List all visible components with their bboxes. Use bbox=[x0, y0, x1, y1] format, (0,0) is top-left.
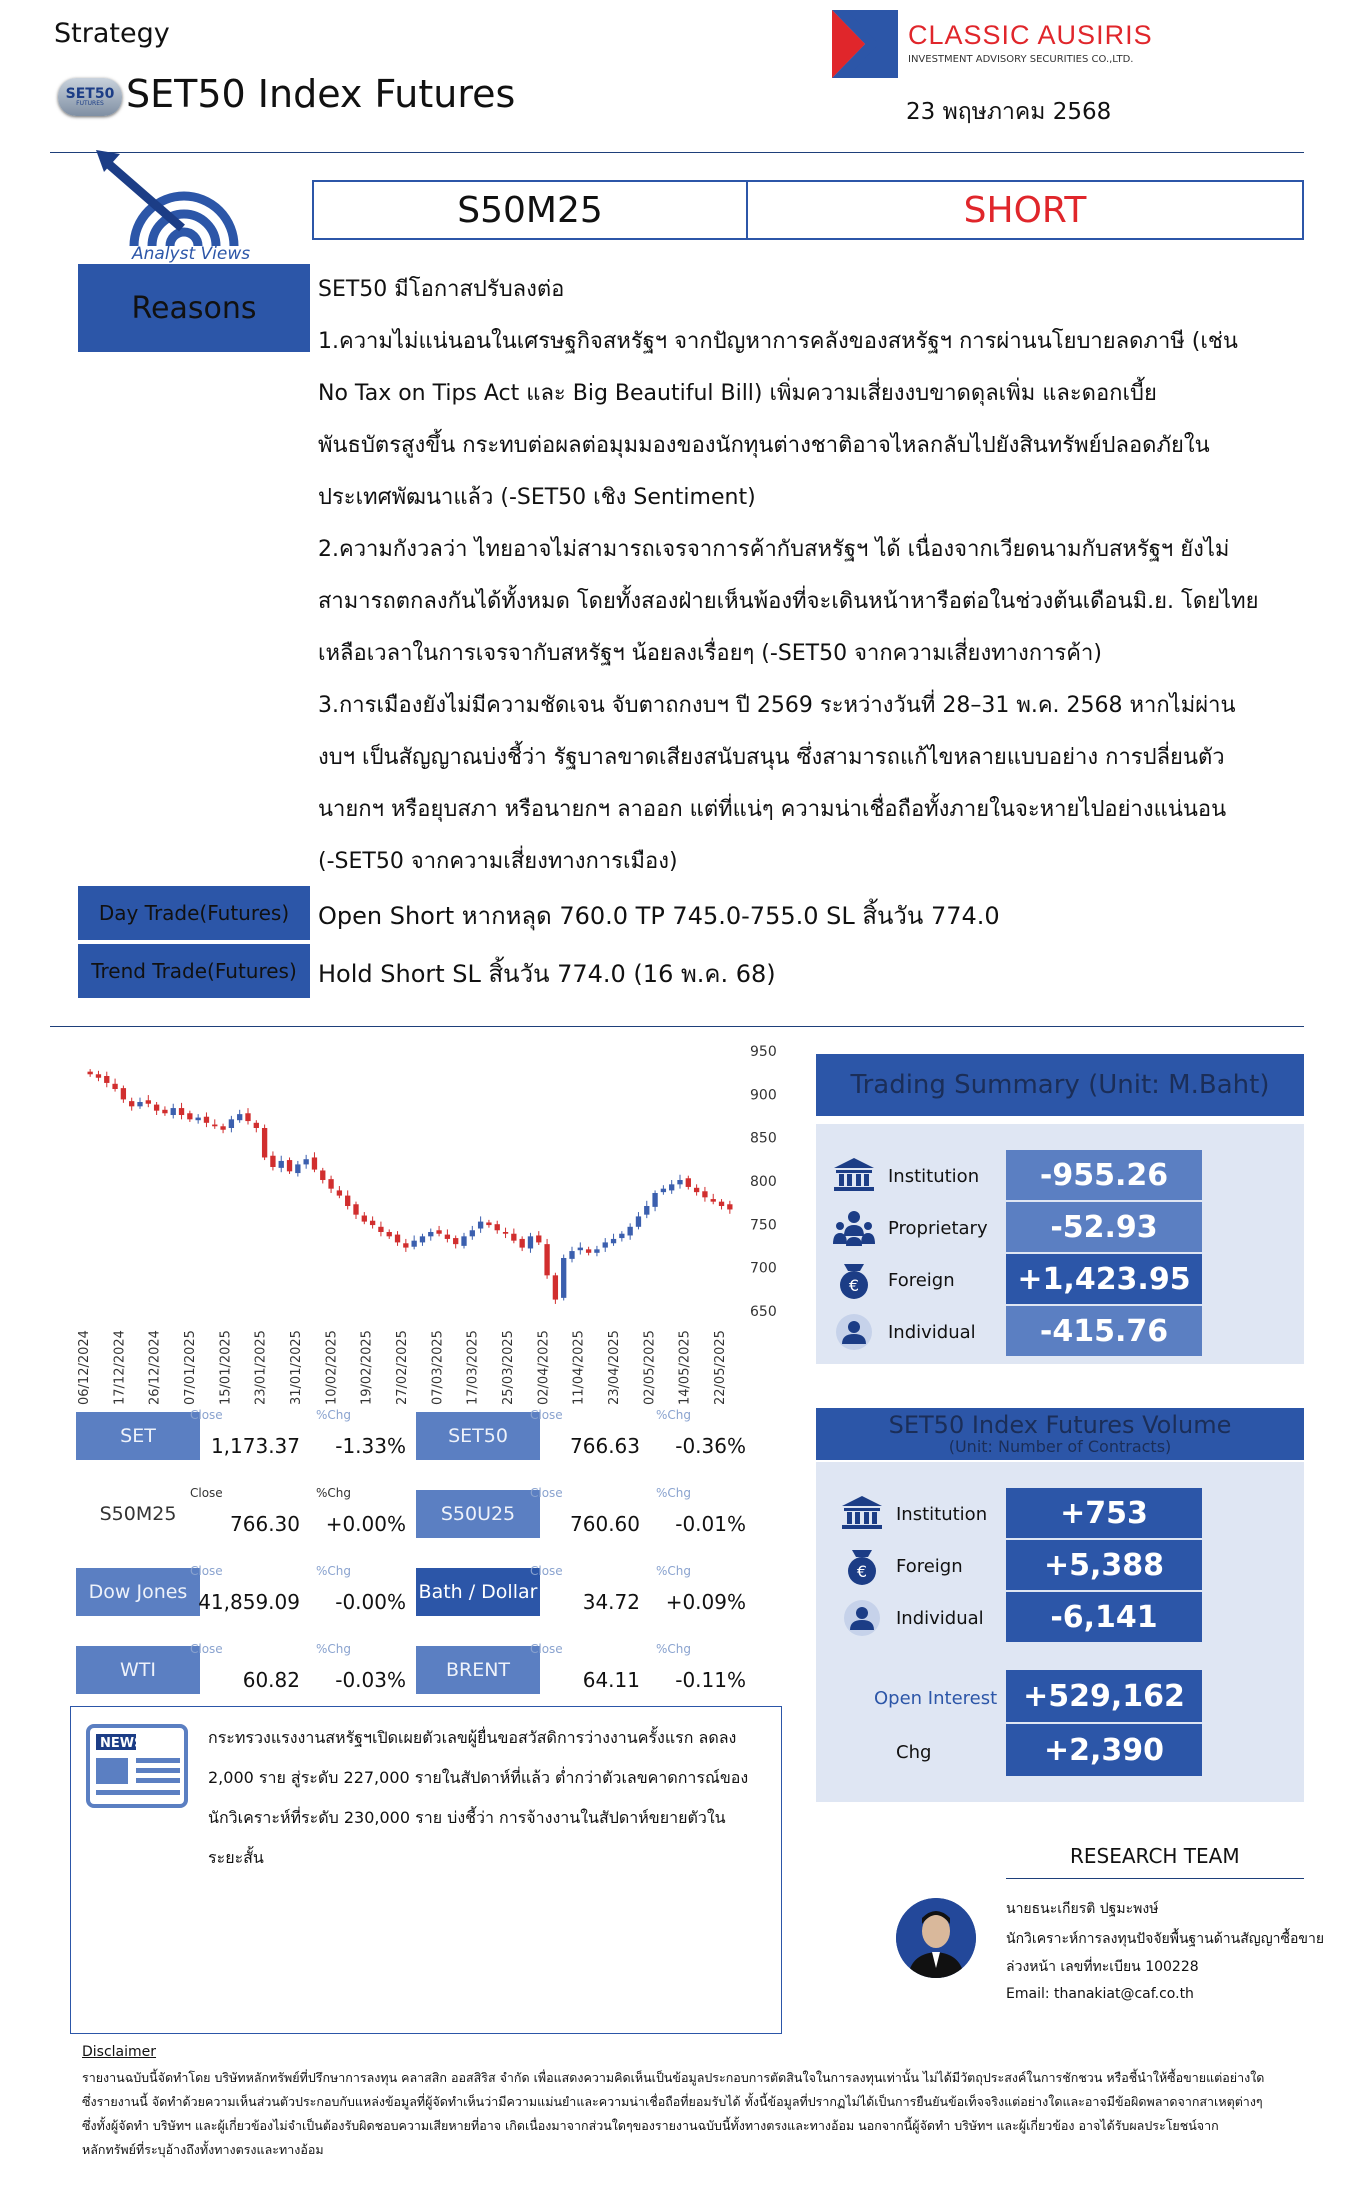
reasons-text bbox=[318, 264, 1308, 888]
x-tick-label: 17/12/2024 bbox=[112, 1330, 128, 1405]
candle-body bbox=[711, 1199, 716, 1202]
candle-body bbox=[445, 1235, 450, 1239]
candle-body bbox=[411, 1241, 416, 1247]
market-chg-label: %Chg bbox=[316, 1486, 352, 1500]
candle-body bbox=[328, 1179, 333, 1189]
candle-body bbox=[611, 1239, 616, 1243]
reason-line: No Tax on Tips Act และ Big Beautiful Bill) เพิ่มความเสี่ยงงบขาดดุลเพิ่ม และดอกเบี้ย bbox=[318, 381, 1157, 406]
y-tick-label: 850 bbox=[750, 1130, 777, 1147]
market-close-label: Close bbox=[190, 1642, 223, 1656]
chg-value: +2,390 bbox=[1006, 1724, 1202, 1776]
svg-text:€: € bbox=[856, 1562, 868, 1581]
contract-code: S50M25 bbox=[314, 182, 748, 238]
day-trade-label: Day Trade(Futures) bbox=[78, 886, 310, 940]
market-cell bbox=[416, 1564, 756, 1642]
candle-body bbox=[320, 1170, 325, 1180]
set50-futures-logo bbox=[58, 78, 122, 116]
candle-body bbox=[312, 1157, 317, 1169]
candle-body bbox=[146, 1100, 151, 1103]
candle-body bbox=[461, 1236, 466, 1246]
x-tick-label: 14/05/2025 bbox=[677, 1330, 693, 1405]
reason-line: SET50 มีโอกาสปรับลงต่อ bbox=[318, 277, 565, 302]
analyst-views-caption: Analyst Views bbox=[132, 244, 251, 264]
trend-trade-label: Trend Trade(Futures) bbox=[78, 944, 310, 998]
market-chg-label: %Chg bbox=[316, 1408, 352, 1422]
candle-body bbox=[303, 1159, 308, 1164]
market-name: BRENT bbox=[416, 1646, 540, 1694]
candle-body bbox=[370, 1221, 375, 1225]
candle-body bbox=[636, 1216, 641, 1226]
reason-line: นายกฯ หรือยุบสภา หรือนายกฯ ลาออก แต่ที่แน่ๆ ความน่าเชื่อถือทั้งภายในจะหายไปอย่างแน่นอน bbox=[318, 797, 1227, 822]
market-chg-value: +0.00% bbox=[325, 1512, 406, 1536]
futures-volume-title: SET50 Index Futures Volume bbox=[888, 1411, 1232, 1439]
euro-money-icon bbox=[840, 1546, 884, 1586]
candle-body bbox=[279, 1161, 284, 1168]
candle-body bbox=[486, 1222, 491, 1225]
market-cell bbox=[76, 1408, 416, 1486]
market-chg-label: %Chg bbox=[656, 1564, 692, 1578]
candle-body bbox=[511, 1234, 516, 1241]
reason-line: 3.การเมืองยังไม่มีความชัดเจน จับตาถกงบฯ ปี 2569 ระหว่างวันที่ 28–31 พ.ค. 2568 หากไม่ผ่าน bbox=[318, 693, 1236, 718]
x-tick-label: 15/01/2025 bbox=[218, 1330, 234, 1405]
x-tick-label: 27/02/2025 bbox=[395, 1330, 410, 1405]
candle-body bbox=[528, 1236, 533, 1248]
report-date: 23 พฤษภาคม 2568 bbox=[906, 99, 1112, 125]
news-text bbox=[208, 1718, 768, 1878]
market-close-label: Close bbox=[190, 1564, 223, 1578]
market-name: SET bbox=[76, 1412, 200, 1460]
candle-body bbox=[245, 1113, 250, 1121]
candle-body bbox=[220, 1126, 225, 1129]
market-close-label: Close bbox=[190, 1408, 223, 1422]
summary-row-label: Individual bbox=[888, 1322, 976, 1343]
news-line: นักวิเคราะห์ที่ระดับ 230,000 ราย บ่งชี้ว่า การจ้างงานในสัปดาห์ขยายตัวใน bbox=[208, 1808, 726, 1827]
candle-body bbox=[162, 1110, 167, 1113]
analyst-email[interactable]: Email: thanakiat@caf.co.th bbox=[1006, 1986, 1194, 2002]
candle-body bbox=[652, 1193, 657, 1207]
bank-icon bbox=[832, 1156, 876, 1196]
market-close-label: Close bbox=[530, 1486, 563, 1500]
candle-body bbox=[478, 1222, 483, 1229]
trading-summary-header bbox=[816, 1054, 1304, 1116]
candle-body bbox=[594, 1249, 599, 1252]
set50-candlestick-chart bbox=[60, 1030, 790, 1410]
candle-body bbox=[428, 1232, 433, 1236]
x-tick-label: 19/02/2025 bbox=[359, 1330, 375, 1405]
disclaimer-line: รายงานฉบับนี้จัดทำโดย บริษัทหลักทรัพย์ที่ปรึกษาการลงทุน คลาสสิก ออสสิริส จำกัด เพื่อแสดงความคิดเห็นเป็นข้อมูลประกอบการตัดสินใจในการลงทุนเท่านั้น ไม่ได้มีวัตถุประสงค์ในการชักชวน หรือชี้นำให้ซื้อขายแต่อย่างใด bbox=[82, 2070, 1265, 2085]
candle-body bbox=[204, 1117, 209, 1123]
candle-body bbox=[112, 1084, 117, 1089]
analyst-name: นายธนะเกียรติ ปฐมะพงษ์ bbox=[1006, 1901, 1159, 1917]
candle-body bbox=[627, 1227, 632, 1236]
x-tick-label: 31/01/2025 bbox=[289, 1330, 304, 1405]
y-tick-label: 800 bbox=[750, 1174, 777, 1190]
candle-body bbox=[270, 1156, 275, 1167]
candle-body bbox=[362, 1216, 367, 1222]
market-close-label: Close bbox=[190, 1486, 223, 1500]
market-chg-label: %Chg bbox=[316, 1642, 352, 1656]
market-name: SET50 bbox=[416, 1412, 540, 1460]
candle-body bbox=[378, 1227, 383, 1232]
futures-volume-subtitle: (Unit: Number of Contracts) bbox=[948, 1437, 1172, 1457]
candle-body bbox=[229, 1119, 234, 1128]
company-sub: INVESTMENT ADVISORY SECURITIES CO.,LTD. bbox=[908, 54, 1134, 65]
research-team-title: RESEARCH TEAM bbox=[1070, 1844, 1240, 1868]
summary-row-value: -415.76 bbox=[1006, 1306, 1202, 1356]
candle-body bbox=[237, 1114, 242, 1120]
disclaimer-text bbox=[82, 2066, 1322, 2162]
market-name: S50U25 bbox=[416, 1490, 540, 1538]
candle-body bbox=[171, 1108, 176, 1115]
candle-body bbox=[586, 1249, 591, 1252]
candle-body bbox=[87, 1072, 92, 1075]
candle-body bbox=[287, 1160, 292, 1171]
day-trade-text: Open Short หากหลุด 760.0 TP 745.0-755.0 SL สิ้นวัน 774.0 bbox=[318, 902, 1000, 930]
summary-row-value: -52.93 bbox=[1006, 1202, 1202, 1252]
x-tick-label: 07/03/2025 bbox=[430, 1330, 446, 1405]
x-tick-label: 11/04/2025 bbox=[571, 1330, 587, 1405]
market-chg-label: %Chg bbox=[316, 1564, 352, 1578]
reason-line: 2.ความกังวลว่า ไทยอาจไม่สามารถเจรจาการค้ากับสหรัฐฯ ได้ เนื่องจากเวียดนามกับสหรัฐฯ ยังไม่ bbox=[318, 537, 1230, 562]
candle-body bbox=[420, 1236, 425, 1242]
futures-volume-header bbox=[816, 1408, 1304, 1460]
market-close-value: 760.60 bbox=[570, 1512, 640, 1536]
candle-body bbox=[395, 1235, 400, 1243]
disclaimer-line: หลักทรัพย์ที่ระบุอ้างถึงทั้งทางตรงและทางอ้อม bbox=[82, 2142, 324, 2157]
x-tick-label: 07/01/2025 bbox=[183, 1330, 198, 1405]
reason-line: 1.ความไม่แน่นอนในเศรษฐกิจสหรัฐฯ จากปัญหาการคลังของสหรัฐฯ การผ่านนโยบายลดภาษี (เช่น bbox=[318, 329, 1238, 354]
summary-row-value: +753 bbox=[1006, 1488, 1202, 1538]
market-name: Dow Jones bbox=[76, 1568, 200, 1616]
summary-row-label: Institution bbox=[888, 1166, 980, 1187]
candle-body bbox=[661, 1189, 666, 1192]
candle-body bbox=[187, 1113, 192, 1119]
company-name: CLASSIC AUSIRIS bbox=[908, 20, 1153, 50]
reasons-label: Reasons bbox=[78, 264, 310, 352]
person-icon bbox=[840, 1598, 884, 1638]
reason-line: ประเทศพัฒนาแล้ว (-SET50 เชิง Sentiment) bbox=[318, 485, 756, 510]
trend-trade-text: Hold Short SL สิ้นวัน 774.0 (16 พ.ค. 68) bbox=[318, 960, 776, 988]
x-tick-label: 02/04/2025 bbox=[536, 1330, 552, 1405]
candle-body bbox=[694, 1188, 699, 1192]
x-tick-label: 23/04/2025 bbox=[607, 1330, 622, 1405]
candle-body bbox=[195, 1118, 200, 1121]
person-icon bbox=[832, 1312, 876, 1352]
market-chg-value: -0.00% bbox=[335, 1590, 406, 1614]
candle-body bbox=[519, 1239, 524, 1248]
candle-body bbox=[503, 1232, 508, 1234]
candle-body bbox=[669, 1184, 674, 1190]
candle-body bbox=[702, 1191, 707, 1197]
candle-body bbox=[719, 1202, 724, 1206]
candle-body bbox=[495, 1224, 500, 1230]
market-summary-grid bbox=[76, 1408, 756, 1698]
market-chg-value: -0.03% bbox=[335, 1668, 406, 1692]
candle-body bbox=[686, 1178, 691, 1187]
analyst-avatar bbox=[896, 1898, 976, 1978]
summary-row-value: +1,423.95 bbox=[1006, 1254, 1202, 1304]
market-close-value: 766.63 bbox=[570, 1434, 640, 1458]
candle-body bbox=[137, 1102, 142, 1106]
news-badge: NEWS bbox=[100, 1736, 144, 1751]
market-close-label: Close bbox=[530, 1642, 563, 1656]
market-close-value: 766.30 bbox=[230, 1512, 300, 1536]
x-tick-label: 22/05/2025 bbox=[713, 1330, 728, 1405]
y-tick-label: 650 bbox=[750, 1304, 777, 1320]
candle-body bbox=[179, 1108, 184, 1115]
summary-row-label: Proprietary bbox=[888, 1218, 988, 1239]
market-name: S50M25 bbox=[99, 1503, 177, 1525]
market-chg-value: -0.11% bbox=[675, 1668, 746, 1692]
candle-body bbox=[212, 1125, 217, 1127]
market-close-value: 34.72 bbox=[582, 1590, 640, 1614]
summary-row-label: Institution bbox=[896, 1504, 988, 1525]
x-tick-label: 25/03/2025 bbox=[501, 1330, 516, 1405]
people-icon bbox=[832, 1208, 876, 1248]
market-chg-value: -0.36% bbox=[675, 1434, 746, 1458]
candle-body bbox=[453, 1238, 458, 1244]
y-tick-label: 750 bbox=[750, 1217, 777, 1234]
summary-row-label: Foreign bbox=[888, 1270, 955, 1291]
candle-body bbox=[262, 1128, 267, 1157]
market-close-value: 64.11 bbox=[582, 1668, 640, 1692]
company-logo bbox=[832, 10, 898, 78]
reason-line: เหลือเวลาในการเจรจากับสหรัฐฯ น้อยลงเรื่อยๆ (-SET50 จากความเสี่ยงทางการค้า) bbox=[318, 641, 1102, 666]
x-tick-label: 26/12/2024 bbox=[147, 1330, 163, 1405]
candle-body bbox=[295, 1164, 300, 1173]
reason-line: พันธบัตรสูงขึ้น กระทบต่อผลต่อมุมมองของนักทุนต่างชาติอาจไหลกลับไปยังสินทรัพย์ปลอดภัยใน bbox=[318, 433, 1210, 458]
candle-body bbox=[569, 1251, 574, 1259]
summary-row-value: +5,388 bbox=[1006, 1540, 1202, 1590]
news-line: กระทรวงแรงงานสหรัฐฯเปิดเผยตัวเลขผู้ยื่นขอสวัสดิการว่างงานครั้งแรก ลดลง bbox=[208, 1728, 737, 1747]
trading-summary-title: Trading Summary (Unit: M.Baht) bbox=[850, 1070, 1270, 1100]
summary-row-label: Individual bbox=[896, 1608, 984, 1629]
disclaimer-line: ซึ่งทั้งผู้จัดทำ บริษัทฯ และผู้เกี่ยวข้องไม่จำเป็นต้องรับผิดชอบความเสียหายที่อาจ เกิดเนื่องมาจากส่วนใดๆของรายงานฉบับนี้ทั้งทางตรงและทางอ้อม นอกจากนี้ผู้จัดทำ บริษัทฯ และผู้เกี่ยวข้อง อาจได้รับผลประโยชน์จาก bbox=[82, 2118, 1219, 2133]
market-close-value: 1,173.37 bbox=[210, 1434, 300, 1458]
candle-body bbox=[104, 1076, 109, 1083]
candle-body bbox=[578, 1248, 583, 1251]
market-close-value: 41,859.09 bbox=[198, 1590, 300, 1614]
logo-badge-sub: FUTURES bbox=[76, 100, 104, 107]
analyst-role-1: นักวิเคราะห์การลงทุนปัจจัยพื้นฐานด้านสัญญาซื้อขาย bbox=[1006, 1931, 1325, 1947]
open-interest-label: Open Interest bbox=[874, 1688, 998, 1709]
page-title: SET50 Index Futures bbox=[126, 72, 516, 116]
candle-body bbox=[619, 1234, 624, 1238]
market-close-label: Close bbox=[530, 1564, 563, 1578]
x-tick-label: 10/02/2025 bbox=[324, 1330, 340, 1405]
y-tick-label: 700 bbox=[750, 1260, 777, 1277]
market-name: Bath / Dollar bbox=[416, 1568, 540, 1616]
candle-body bbox=[121, 1088, 126, 1099]
candle-body bbox=[96, 1074, 101, 1077]
market-close-value: 60.82 bbox=[242, 1668, 300, 1692]
candle-body bbox=[603, 1242, 608, 1247]
news-line: ระยะสั้น bbox=[208, 1848, 264, 1867]
market-close-label: Close bbox=[530, 1408, 563, 1422]
market-cell bbox=[416, 1408, 756, 1486]
candle-body bbox=[470, 1230, 475, 1236]
x-tick-label: 02/05/2025 bbox=[642, 1330, 658, 1405]
candle-body bbox=[129, 1101, 134, 1106]
market-cell bbox=[76, 1486, 416, 1564]
market-name: WTI bbox=[76, 1646, 200, 1694]
market-chg-value: -0.01% bbox=[675, 1512, 746, 1536]
candle-body bbox=[387, 1232, 392, 1236]
candle-body bbox=[345, 1196, 350, 1206]
y-tick-label: 900 bbox=[750, 1087, 777, 1104]
market-chg-label: %Chg bbox=[656, 1642, 692, 1656]
candle-body bbox=[561, 1258, 566, 1298]
summary-row-label: Foreign bbox=[896, 1556, 963, 1577]
position-signal: SHORT bbox=[963, 189, 1087, 231]
analyst-target-icon bbox=[94, 148, 266, 258]
summary-row-value: -6,141 bbox=[1006, 1592, 1202, 1642]
chg-label: Chg bbox=[896, 1742, 932, 1763]
x-tick-label: 23/01/2025 bbox=[253, 1330, 269, 1405]
open-interest-value: +529,162 bbox=[1006, 1670, 1202, 1722]
candle-body bbox=[254, 1123, 259, 1128]
candle-body bbox=[353, 1204, 358, 1214]
disclaimer-title: Disclaimer bbox=[82, 2044, 157, 2060]
euro-money-icon bbox=[832, 1260, 876, 1300]
candle-body bbox=[544, 1244, 549, 1275]
y-tick-label: 950 bbox=[750, 1044, 777, 1060]
candle-body bbox=[727, 1204, 732, 1209]
contract-box bbox=[312, 180, 1304, 240]
market-chg-label: %Chg bbox=[656, 1486, 692, 1500]
analyst-role-2: ล่วงหน้า เลขที่ทะเบียน 100228 bbox=[1006, 1959, 1199, 1975]
market-chg-value: -1.33% bbox=[335, 1434, 406, 1458]
market-cell bbox=[416, 1486, 756, 1564]
market-cell bbox=[76, 1564, 416, 1642]
news-line: 2,000 ราย สู่ระดับ 227,000 รายในสัปดาห์ที่แล้ว ต่ำกว่าตัวเลขคาดการณ์ของ bbox=[208, 1768, 749, 1787]
reason-line: (-SET50 จากความเสี่ยงทางการเมือง) bbox=[318, 849, 678, 874]
summary-row-value: -955.26 bbox=[1006, 1150, 1202, 1200]
candle-body bbox=[403, 1243, 408, 1247]
logo-badge-text: SET50 bbox=[65, 86, 115, 102]
candle-body bbox=[154, 1105, 159, 1111]
candle-body bbox=[644, 1206, 649, 1215]
candle-body bbox=[436, 1230, 441, 1233]
reason-line: สามารถตกลงกันได้ทั้งหมด โดยทั้งสองฝ่ายเห็นพ้องที่จะเดินหน้าหารือต่อในช่วงต้นเดือนมิ.ย. โดยไทย bbox=[318, 589, 1259, 614]
market-chg-value: +0.09% bbox=[665, 1590, 746, 1614]
candle-body bbox=[553, 1275, 558, 1299]
disclaimer-line: ซึ่งรายงานนี้ จัดทำด้วยความเห็นส่วนตัวประกอบกับแหล่งข้อมูลที่ผู้จัดทำเห็นว่ามีความแม่นยำและความน่าเชื่อถือที่ยอมรับได้ ทั้งนี้ข้อมูลที่ปรากฏไม่ได้เป็นการยืนยันข้อเท็จจริงแต่อย่างใดและอาจมีข้อผิดพลาดจากสาเหตุต่างๆ bbox=[82, 2094, 1263, 2109]
svg-text:€: € bbox=[848, 1276, 860, 1295]
section-label: Strategy bbox=[54, 18, 170, 49]
reason-line: งบฯ เป็นสัญญาณบ่งชี้ว่า รัฐบาลขาดเสียงสนับสนุน ซึ่งสามารถแก้ไขหลายแบบอย่าง การปลี่ยนตัว bbox=[318, 745, 1225, 770]
candle-body bbox=[536, 1235, 541, 1242]
candle-body bbox=[677, 1180, 682, 1184]
bank-icon bbox=[840, 1494, 884, 1534]
candle-body bbox=[337, 1190, 342, 1195]
market-chg-label: %Chg bbox=[656, 1408, 692, 1422]
x-tick-label: 06/12/2024 bbox=[77, 1330, 92, 1405]
x-tick-label: 17/03/2025 bbox=[465, 1330, 481, 1405]
